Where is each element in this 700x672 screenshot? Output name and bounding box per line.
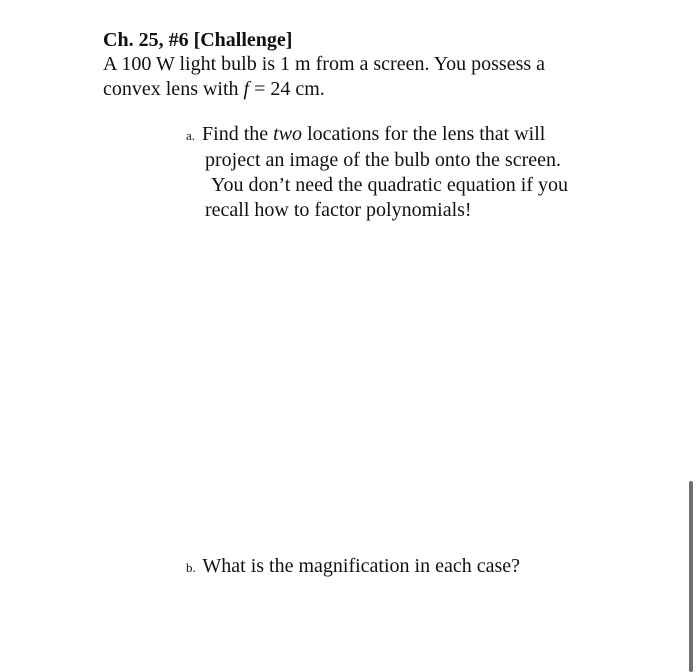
- part-a-line-2: project an image of the bulb onto the screen.: [205, 149, 561, 171]
- part-a-line-1-post: locations for the lens that will: [302, 123, 546, 145]
- focal-length-value: = 24 cm.: [249, 78, 325, 100]
- part-a-marker: a.: [186, 128, 196, 143]
- intro-line-1: A 100 W light bulb is 1 m from a screen. You possess a: [103, 53, 546, 75]
- part-a-line-1-pre: Find the: [202, 123, 274, 145]
- intro-line-2-text: convex lens with: [103, 78, 244, 100]
- intro-line-2: [103, 77, 583, 102]
- part-b-marker: b.: [186, 560, 196, 575]
- part-b: [186, 554, 520, 580]
- part-a-line-3: You don’t need the quadratic equation if you: [211, 174, 568, 196]
- problem-statement: [103, 52, 583, 102]
- problem-title: Ch. 25, #6 [Challenge]: [103, 29, 293, 51]
- vertical-scrollbar[interactable]: [689, 481, 693, 672]
- part-a-emphasis: two: [273, 123, 303, 145]
- part-b-question: What is the magnification in each case?: [202, 555, 521, 577]
- part-a-line-4: recall how to factor polynomials!: [205, 199, 472, 221]
- part-a: [186, 122, 568, 223]
- part-a-line-1: [186, 122, 568, 148]
- focal-length-variable: f: [243, 78, 250, 100]
- part-b-line: [186, 554, 520, 580]
